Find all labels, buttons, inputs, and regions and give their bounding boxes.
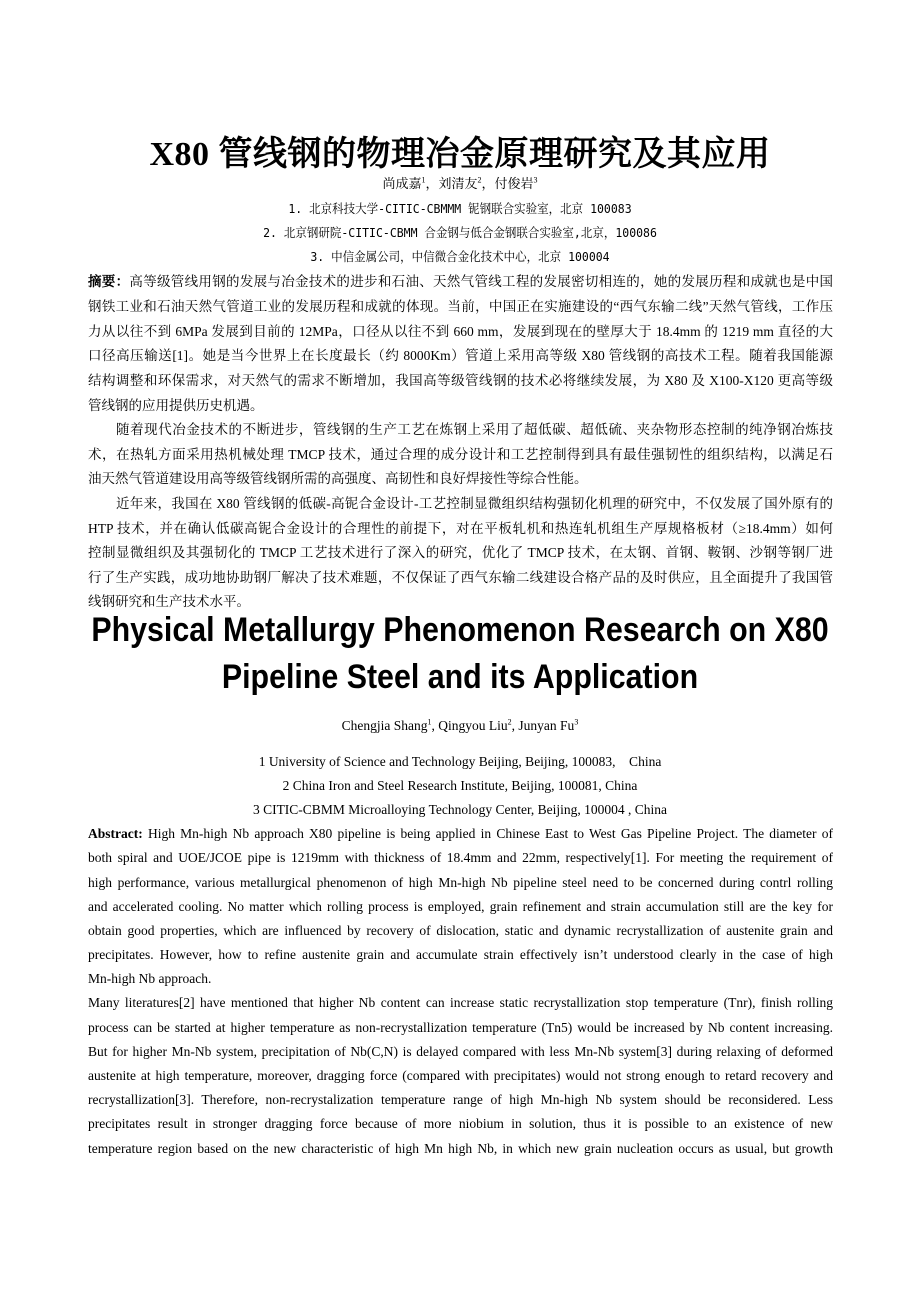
author-name: 刘清友 bbox=[438, 176, 478, 191]
english-affiliation-2: 2 China Iron and Steel Research Institute, Beijing, 100081, China bbox=[282, 778, 638, 793]
english-abstract-line: both spiral and UOE/JCOE pipe is 1219mm with thickness of 18.4mm and 22mm, respectively[1]. For meeting the requirement of bbox=[88, 850, 833, 865]
english-abstract-line: obtain good properties, which are influenced by recovery of dislocation, static and dynamic recrystallization of austenite grain and bbox=[88, 923, 833, 938]
english-abstract-line: and accelerated cooling. No matter which rolling process is employed, grain refinement and strain accumulation still are the key for bbox=[88, 899, 833, 914]
author-separator: , bbox=[511, 718, 519, 733]
chinese-paragraph-line: 控制显微组织及其强韧化的 TMCP 工艺技术进行了深入的研究，优化了 TMCP 技术，在太钢、首钢、鞍钢、沙钢等钢厂进 bbox=[88, 545, 833, 560]
chinese-paragraph-line: 线钢研究和生产技术水平。 bbox=[88, 594, 250, 609]
english-title-line-2: Pipeline Steel and its Application bbox=[221, 658, 699, 696]
english-abstract-line: high performance, various metallurgical phenomenon of high Mn-high Nb pipeline steel need to be concerned during contrl rolling bbox=[88, 875, 833, 890]
english-paragraph-line: recrystallization[3]. Therefore, non-recrystalization temperature range of high Mn-high Nb system should be reconsidered. Less bbox=[88, 1092, 833, 1107]
chinese-abstract-line: 口径高压输送[1]。她是当今世界上在长度最长（约 8000Km）管道上采用高等级 X80 管线钢的高技术工程。随着我国能源 bbox=[88, 348, 833, 363]
chinese-abstract-label: 摘要： bbox=[88, 274, 130, 289]
author-separator: ， bbox=[425, 176, 439, 191]
english-abstract-label: Abstract: bbox=[88, 826, 143, 841]
chinese-affiliation-3: 3. 中信金属公司，中信微合金化技术中心，北京 100004 bbox=[310, 249, 610, 264]
chinese-abstract-line: 钢铁工业和石油天然气管道工业的发展历程和成就的体现。当前，中国正在实施建设的“西气东输二线”天然气管线，工作压 bbox=[88, 299, 833, 314]
author-name: Junyan Fu bbox=[518, 718, 575, 733]
english-abstract-line: Mn-high Nb approach. bbox=[88, 971, 212, 986]
chinese-abstract-line: 力从以往不到 6MPa 发展到目前的 12MPa，口径从以往不到 660 mm，发展到现在的壁厚大于 18.4mm 的 1219 mm 直径的大 bbox=[88, 324, 833, 339]
chinese-paragraph-line: HTP 技术，并在确认低碳高铌合金设计的合理性的前提下，对在平板轧机和热连轧机组生产厚规格板材（≥18.4mm）如何 bbox=[88, 521, 833, 536]
english-paragraph-line: process can be started at higher temperature as non-recrystallization temperature (Tn5) would be increased by Nb content increasing. bbox=[88, 1020, 833, 1035]
chinese-affiliation-1: 1. 北京科技大学-CITIC-CBMMM 铌钢联合实验室，北京 100083 bbox=[288, 201, 632, 216]
chinese-paragraph-line: 行了生产实践，成功地协助钢厂解决了技术难题，不仅保证了西气东输二线建设合格产品的及时供应，且全面提升了我国管 bbox=[88, 570, 833, 585]
chinese-abstract-line: 管线钢的应用提供历史机遇。 bbox=[88, 398, 264, 413]
author-sup: 1 bbox=[421, 175, 426, 185]
chinese-paragraph-line: 油天然气管道建设用高等级管线钢所需的高强度、高韧性和良好焊接性等综合性能。 bbox=[88, 471, 588, 486]
english-abstract-line bbox=[88, 826, 833, 842]
author-name: Qingyou Liu bbox=[438, 718, 508, 733]
author-name: 付俊岩 bbox=[494, 176, 534, 191]
chinese-paragraph-line: 随着现代冶金技术的不断进步，管线钢的生产工艺在炼钢上采用了超低碳、超低硫、夹杂物形态控制的纯净钢冶炼技 bbox=[116, 422, 833, 437]
chinese-paragraph-line: 术，在热轧方面采用热机械处理 TMCP 技术，通过合理的成分设计和工艺控制得到具有最佳强韧性的组织结构，以满足石 bbox=[88, 447, 833, 462]
author-sup: 1 bbox=[427, 717, 432, 727]
english-abstract-text: High Mn-high Nb approach X80 pipeline is being applied in Chinese East to West Gas Pipeline Project. The diameter of bbox=[142, 826, 833, 841]
english-abstract-line: precipitates. However, how to refine austenite grain and accumulate strain effectively isn’t understood clearly in the case of high bbox=[88, 947, 833, 962]
author-sup: 2 bbox=[477, 175, 482, 185]
author-separator: , bbox=[431, 718, 439, 733]
chinese-authors bbox=[0, 173, 920, 192]
chinese-paragraph-line: 近年来，我国在 X80 管线钢的低碳-高铌合金设计-工艺控制显微组织结构强韧化机理的研究中，不仅发展了国外原有的 bbox=[116, 496, 833, 511]
chinese-abstract-text: 高等级管线用钢的发展与冶金技术的进步和石油、天然气管线工程的发展密切相连的，她的发展历程和成就也是中国 bbox=[129, 274, 833, 289]
author-name: Chengjia Shang bbox=[341, 718, 428, 733]
english-paragraph-line: austenite at high temperature, moreover, dragging force (compared with precipitates) would not strong enough to retard recovery and bbox=[88, 1068, 833, 1083]
author-separator: ， bbox=[481, 176, 495, 191]
english-paragraph-line: precipitates result in stronger dragging force because of more niobium in solution, thus it is possible to an existence of new bbox=[88, 1116, 833, 1131]
chinese-affiliation-2: 2. 北京钢研院-CITIC-CBMM 合金钢与低合金钢联合实验室,北京，100086 bbox=[263, 225, 657, 240]
author-sup: 3 bbox=[574, 717, 579, 727]
chinese-title: X80 管线钢的物理冶金原理研究及其应用 bbox=[149, 136, 771, 173]
english-affiliation-1: 1 University of Science and Technology Beijing, Beijing, 100083, China bbox=[258, 754, 662, 769]
english-paragraph-line: temperature region based on the new characteristic of high Mn high Nb, in which new grain nucleation occurs as usual, but growth bbox=[88, 1141, 833, 1156]
author-sup: 2 bbox=[507, 717, 512, 727]
english-paragraph-line: But for higher Mn-Nb system, precipitation of Nb(C,N) is delayed compared with less Mn-Nb system[3] during relaxing of deformed bbox=[88, 1044, 833, 1059]
english-paragraph-line: Many literatures[2] have mentioned that higher Nb content can increase static recrystallization stop temperature (Tnr), finish rolling bbox=[88, 995, 833, 1010]
author-name: 尚成嘉 bbox=[382, 176, 422, 191]
chinese-abstract-line: 结构调整和环保需求，对天然气的需求不断增加，我国高等级管线钢的技术必将继续发展，为 X80 及 X100-X120 更高等级 bbox=[88, 373, 833, 388]
chinese-abstract-line bbox=[88, 270, 833, 290]
english-authors bbox=[0, 718, 920, 734]
author-sup: 3 bbox=[533, 175, 538, 185]
english-affiliation-3: 3 CITIC-CBMM Microalloying Technology Center, Beijing, 100004 , China bbox=[252, 802, 668, 817]
english-title-line-1: Physical Metallurgy Phenomenon Research on X80 bbox=[91, 611, 829, 649]
